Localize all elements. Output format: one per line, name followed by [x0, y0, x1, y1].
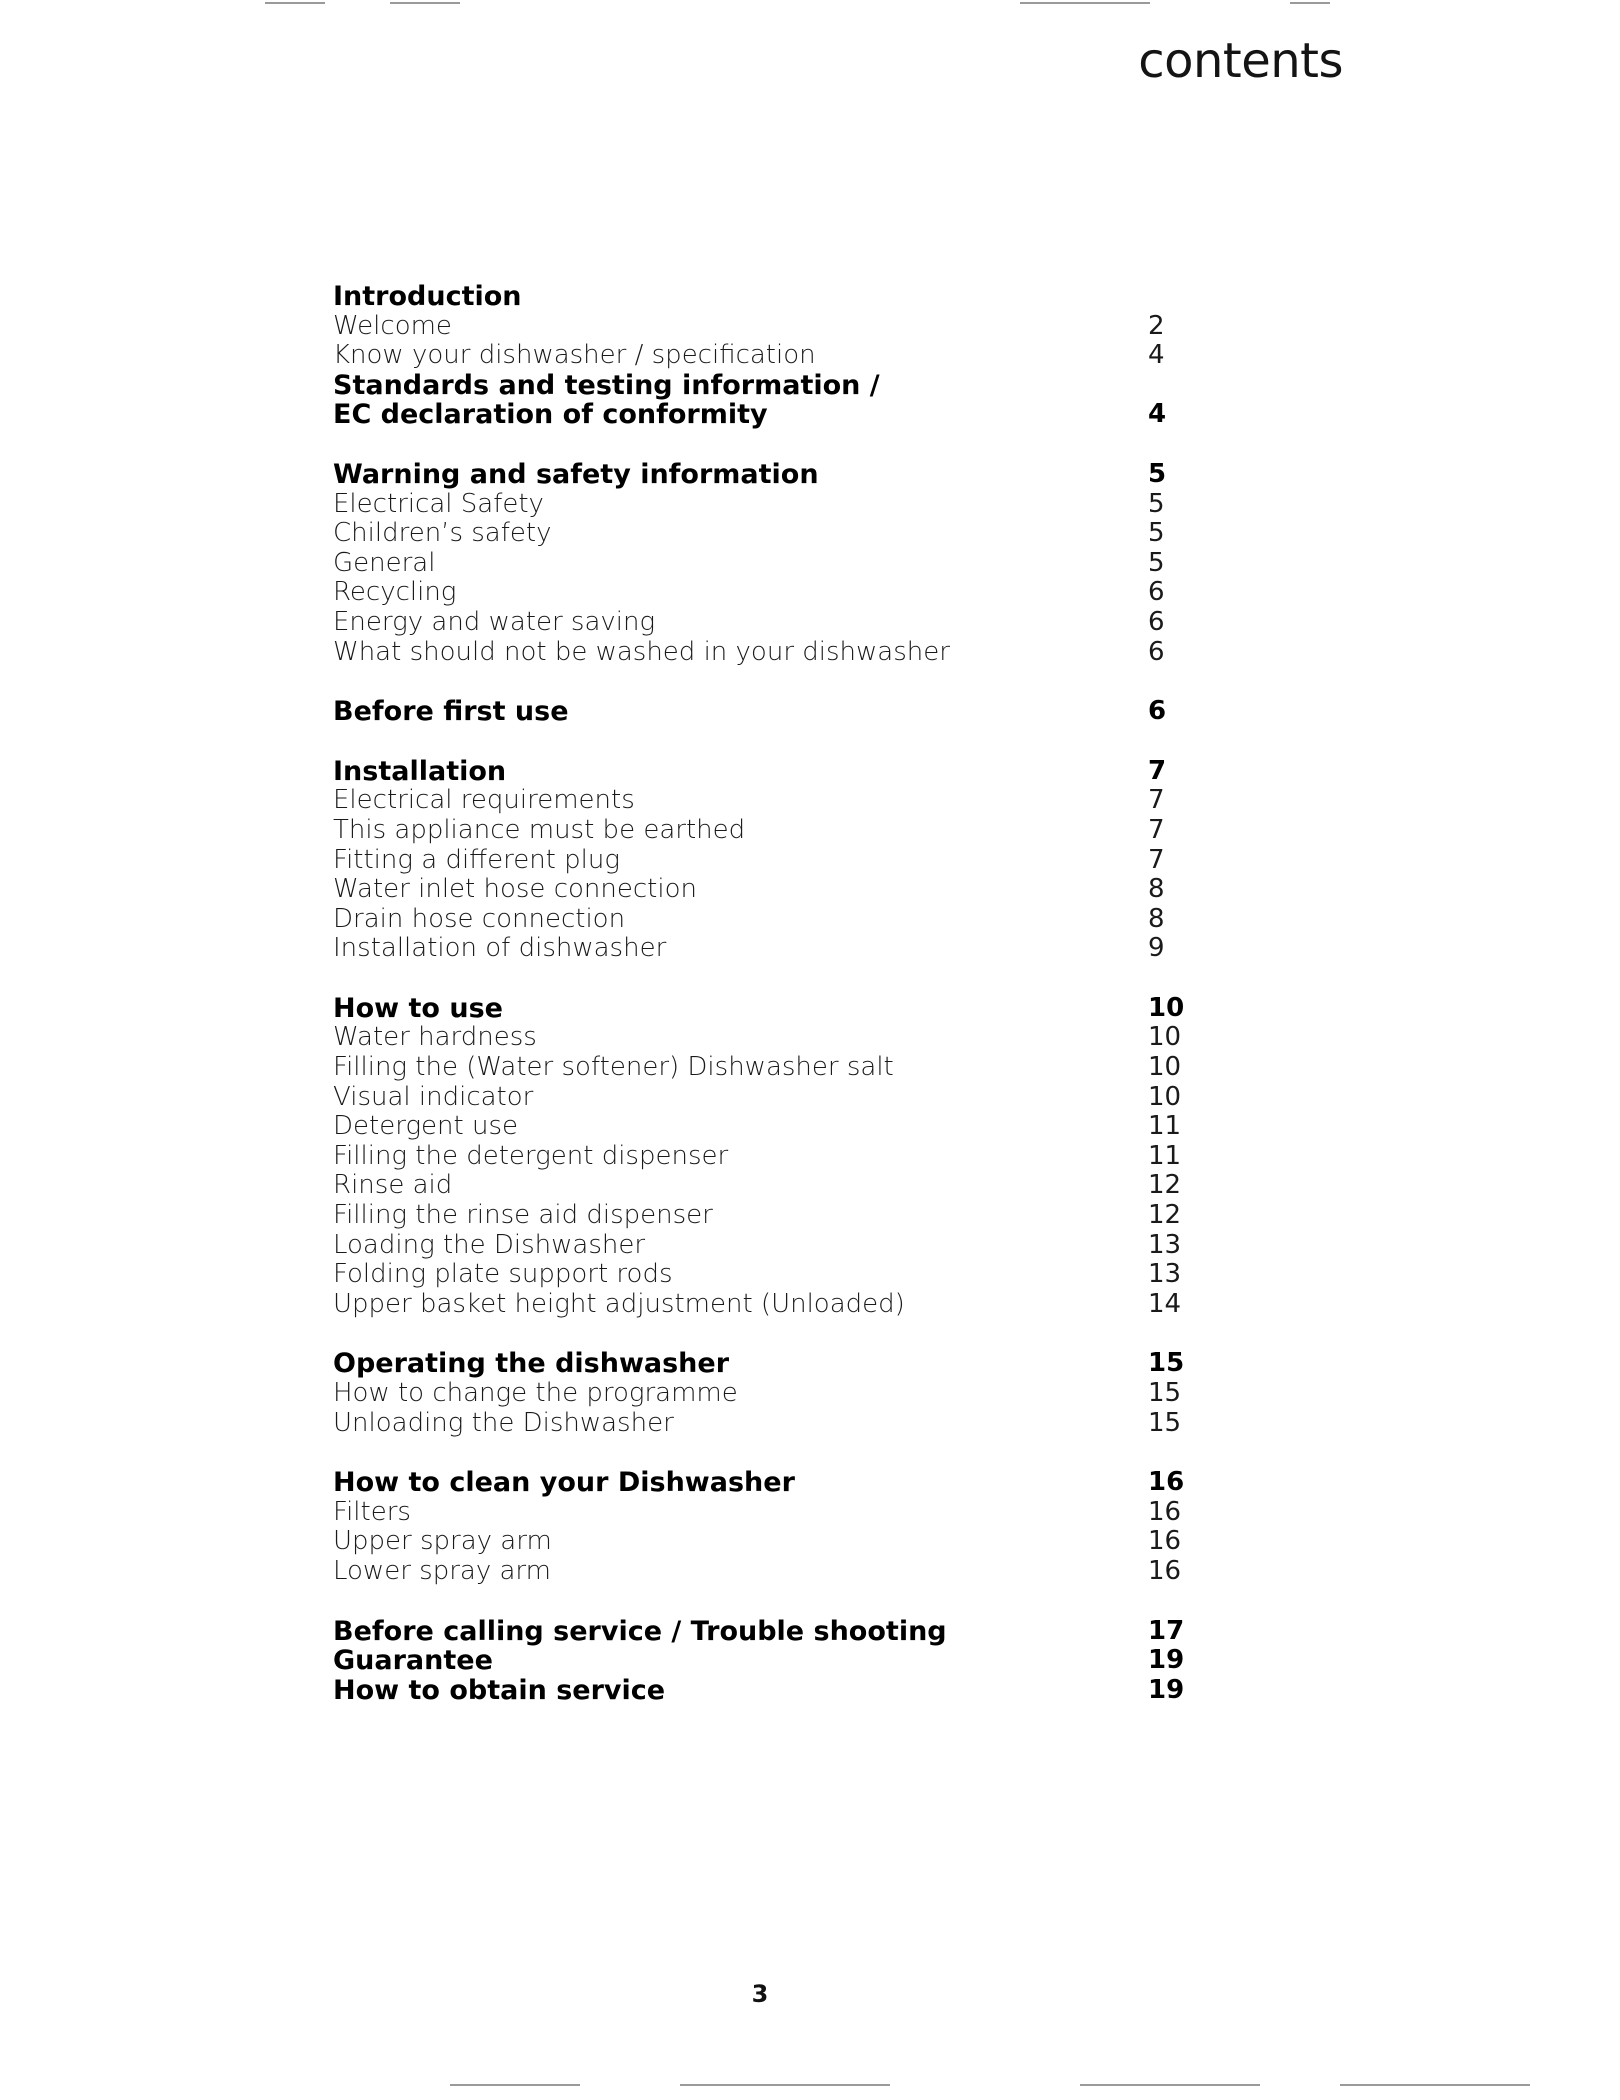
toc-entry-row: [333, 341, 1193, 371]
toc-heading-row: [333, 697, 1193, 727]
toc-page-number: 12: [1148, 1200, 1182, 1231]
toc-page-number: 15: [1148, 1378, 1182, 1408]
toc-entry-row: [333, 1557, 1193, 1587]
toc-entry-label: Drain hose connection: [333, 903, 626, 934]
toc-entry-row: [333, 519, 1193, 549]
toc-entry-label: Visual indicator: [333, 1081, 534, 1112]
toc-entry-row: [333, 1023, 1193, 1053]
toc-entry-label: Lower spray arm: [333, 1555, 551, 1586]
toc-entry-label: Installation of dishwasher: [333, 933, 667, 964]
scan-edge-top: [1020, 2, 1150, 4]
toc-entry-row: [333, 1053, 1193, 1083]
toc-entry-row: [333, 1112, 1193, 1142]
scan-edge-bottom: [1340, 2084, 1530, 2086]
toc-heading-label: Guarantee: [333, 1645, 493, 1677]
scan-edge-bottom: [680, 2084, 890, 2086]
toc-entry-row: [333, 490, 1193, 520]
toc-entry-row: [333, 1527, 1193, 1557]
toc-page-number: 5: [1148, 547, 1165, 578]
toc-heading-label: Warning and safety information: [333, 458, 819, 490]
toc-heading-label: Before calling service / Trouble shooting: [333, 1615, 947, 1647]
toc-page-number: 6: [1148, 577, 1165, 608]
section-gap: [333, 1438, 1193, 1468]
toc-page-number: 5: [1148, 458, 1167, 489]
toc-heading-row: [333, 1676, 1193, 1706]
toc-page-number: 6: [1148, 696, 1167, 727]
toc-heading-label: Installation: [333, 755, 507, 787]
toc-page-number: 6: [1148, 606, 1165, 637]
toc-entry-row: [333, 1290, 1193, 1320]
toc-entry-label: General: [333, 547, 436, 578]
toc-section: [333, 1349, 1193, 1438]
toc-page-number: 10: [1148, 1081, 1182, 1112]
toc-page-number: 10: [1148, 1052, 1182, 1083]
section-gap: [333, 430, 1193, 460]
toc-heading-label: How to obtain service: [333, 1674, 666, 1706]
section-gap: [333, 727, 1193, 757]
toc-page-number: 15: [1148, 1348, 1185, 1379]
toc-entry-row: [333, 1171, 1193, 1201]
toc-entry-row: [333, 905, 1193, 935]
toc-heading-label: Operating the dishwasher: [333, 1348, 730, 1380]
toc-entry-label: Filling the (Water softener) Dishwasher salt: [333, 1052, 894, 1083]
toc-entry-row: [333, 1201, 1193, 1231]
toc-entry-label: How to change the programme: [333, 1378, 738, 1408]
toc-entry-label: Water hardness: [333, 1022, 537, 1053]
toc-entry-row: [333, 934, 1193, 964]
toc-heading-row: [333, 1468, 1193, 1498]
toc-entry-row: [333, 312, 1193, 342]
toc-entry-label: Unloading the Dishwasher: [333, 1407, 674, 1438]
toc-page-number: 4: [1148, 340, 1165, 371]
toc-heading-row: [333, 282, 1193, 312]
scan-edge-bottom: [1080, 2084, 1260, 2086]
toc-heading-label: How to use: [333, 992, 503, 1024]
toc-entry-row: [333, 1260, 1193, 1290]
toc-page-number: 13: [1148, 1259, 1182, 1290]
toc-entry-row: [333, 846, 1193, 876]
toc-entry-label: Filling the rinse aid dispenser: [333, 1200, 713, 1231]
toc-section: [333, 757, 1193, 964]
toc-heading-label: Standards and testing information /: [333, 369, 880, 401]
page-number: 3: [751, 1980, 769, 2008]
toc-heading-row: [333, 1646, 1193, 1676]
toc-page-number: 7: [1148, 785, 1165, 816]
toc-entry-label: Loading the Dishwasher: [333, 1229, 646, 1260]
toc-heading-row: [333, 1349, 1193, 1379]
toc-entry-label: This appliance must be earthed: [333, 814, 746, 845]
section-gap: [333, 964, 1193, 994]
toc-entry-row: [333, 1409, 1193, 1439]
toc-entry-row: [333, 1083, 1193, 1113]
scan-edge-top: [265, 2, 325, 4]
toc-page-number: 6: [1148, 636, 1165, 667]
toc-page-number: 4: [1148, 399, 1167, 430]
toc-entry-row: [333, 1142, 1193, 1172]
toc-entry-label: Water inlet hose connection: [333, 874, 697, 905]
toc-section: [333, 1468, 1193, 1586]
toc-heading-row: [333, 400, 1193, 430]
toc-page-number: 16: [1148, 1467, 1185, 1498]
section-gap: [333, 1587, 1193, 1617]
toc-page-number: 7: [1148, 755, 1167, 786]
scan-edge-bottom: [450, 2084, 580, 2086]
toc-entry-label: Folding plate support rods: [333, 1259, 673, 1290]
toc-entry-label: Rinse aid: [333, 1170, 453, 1201]
toc-page-number: 7: [1148, 844, 1165, 875]
toc-page-number: 9: [1148, 933, 1165, 964]
toc-entry-label: Upper basket height adjustment (Unloaded): [333, 1288, 905, 1319]
toc-heading-row: [333, 1617, 1193, 1647]
toc-section: [333, 697, 1193, 727]
toc-heading-label: Before first use: [333, 696, 569, 728]
toc-entry-label: Filters: [333, 1496, 411, 1527]
section-gap: [333, 1319, 1193, 1349]
toc-page-number: 10: [1148, 992, 1185, 1023]
toc-page-number: 2: [1148, 310, 1165, 341]
toc-entry-label: Recycling: [333, 577, 457, 608]
toc-page-number: 7: [1148, 814, 1165, 845]
toc-page-number: 13: [1148, 1229, 1182, 1260]
table-of-contents: [333, 282, 1193, 1705]
toc-entry-label: Electrical Safety: [333, 488, 544, 519]
toc-entry-row: [333, 1379, 1193, 1409]
toc-entry-label: Fitting a different plug: [333, 844, 620, 875]
toc-page-number: 10: [1148, 1022, 1182, 1053]
toc-entry-row: [333, 578, 1193, 608]
section-gap: [333, 667, 1193, 697]
toc-entry-label: Know your dishwasher / specification: [333, 340, 816, 371]
toc-section: [333, 282, 1193, 430]
scan-edge-top: [1290, 2, 1330, 4]
toc-entry-row: [333, 875, 1193, 905]
toc-page-number: 8: [1148, 903, 1165, 934]
toc-page-number: 19: [1148, 1645, 1185, 1676]
toc-page-number: 8: [1148, 874, 1165, 905]
toc-entry-row: [333, 549, 1193, 579]
toc-entry-row: [333, 1498, 1193, 1528]
toc-entry-row: [333, 638, 1193, 668]
toc-heading-row: [333, 460, 1193, 490]
toc-heading-row: [333, 371, 1193, 401]
toc-section: [333, 994, 1193, 1320]
page-title: contents: [1138, 33, 1343, 89]
toc-page-number: 19: [1148, 1674, 1185, 1705]
toc-page-number: 16: [1148, 1555, 1182, 1586]
toc-entry-row: [333, 608, 1193, 638]
toc-page-number: 14: [1148, 1288, 1182, 1319]
toc-page-number: 11: [1148, 1111, 1182, 1142]
toc-entry-label: Welcome: [333, 310, 452, 341]
toc-page-number: 11: [1148, 1140, 1182, 1171]
toc-entry-row: [333, 786, 1193, 816]
toc-section: [333, 1617, 1193, 1706]
toc-entry-label: What should not be washed in your dishwasher: [333, 636, 950, 667]
toc-heading-label: How to clean your Dishwasher: [333, 1467, 795, 1499]
toc-entry-label: Detergent use: [333, 1111, 518, 1142]
toc-page-number: 5: [1148, 518, 1165, 549]
toc-heading-row: [333, 994, 1193, 1024]
toc-page-number: 12: [1148, 1170, 1182, 1201]
scan-edge-top: [390, 2, 460, 4]
toc-entry-label: Electrical requirements: [333, 785, 635, 816]
toc-page-number: 17: [1148, 1615, 1185, 1646]
toc-heading-row: [333, 757, 1193, 787]
toc-page-number: 15: [1148, 1407, 1182, 1438]
toc-page-number: 16: [1148, 1496, 1182, 1527]
toc-entry-label: Upper spray arm: [333, 1526, 552, 1557]
toc-section: [333, 460, 1193, 667]
toc-page-number: 5: [1148, 488, 1165, 519]
toc-heading-label: Introduction: [333, 281, 522, 312]
toc-heading-label: EC declaration of conformity: [333, 399, 768, 431]
toc-entry-label: Filling the detergent dispenser: [333, 1140, 729, 1171]
toc-page-number: 16: [1148, 1526, 1182, 1557]
toc-entry-row: [333, 1231, 1193, 1261]
toc-entry-label: Energy and water saving: [333, 606, 656, 637]
toc-entry-row: [333, 816, 1193, 846]
toc-entry-label: Children’s safety: [333, 518, 552, 549]
